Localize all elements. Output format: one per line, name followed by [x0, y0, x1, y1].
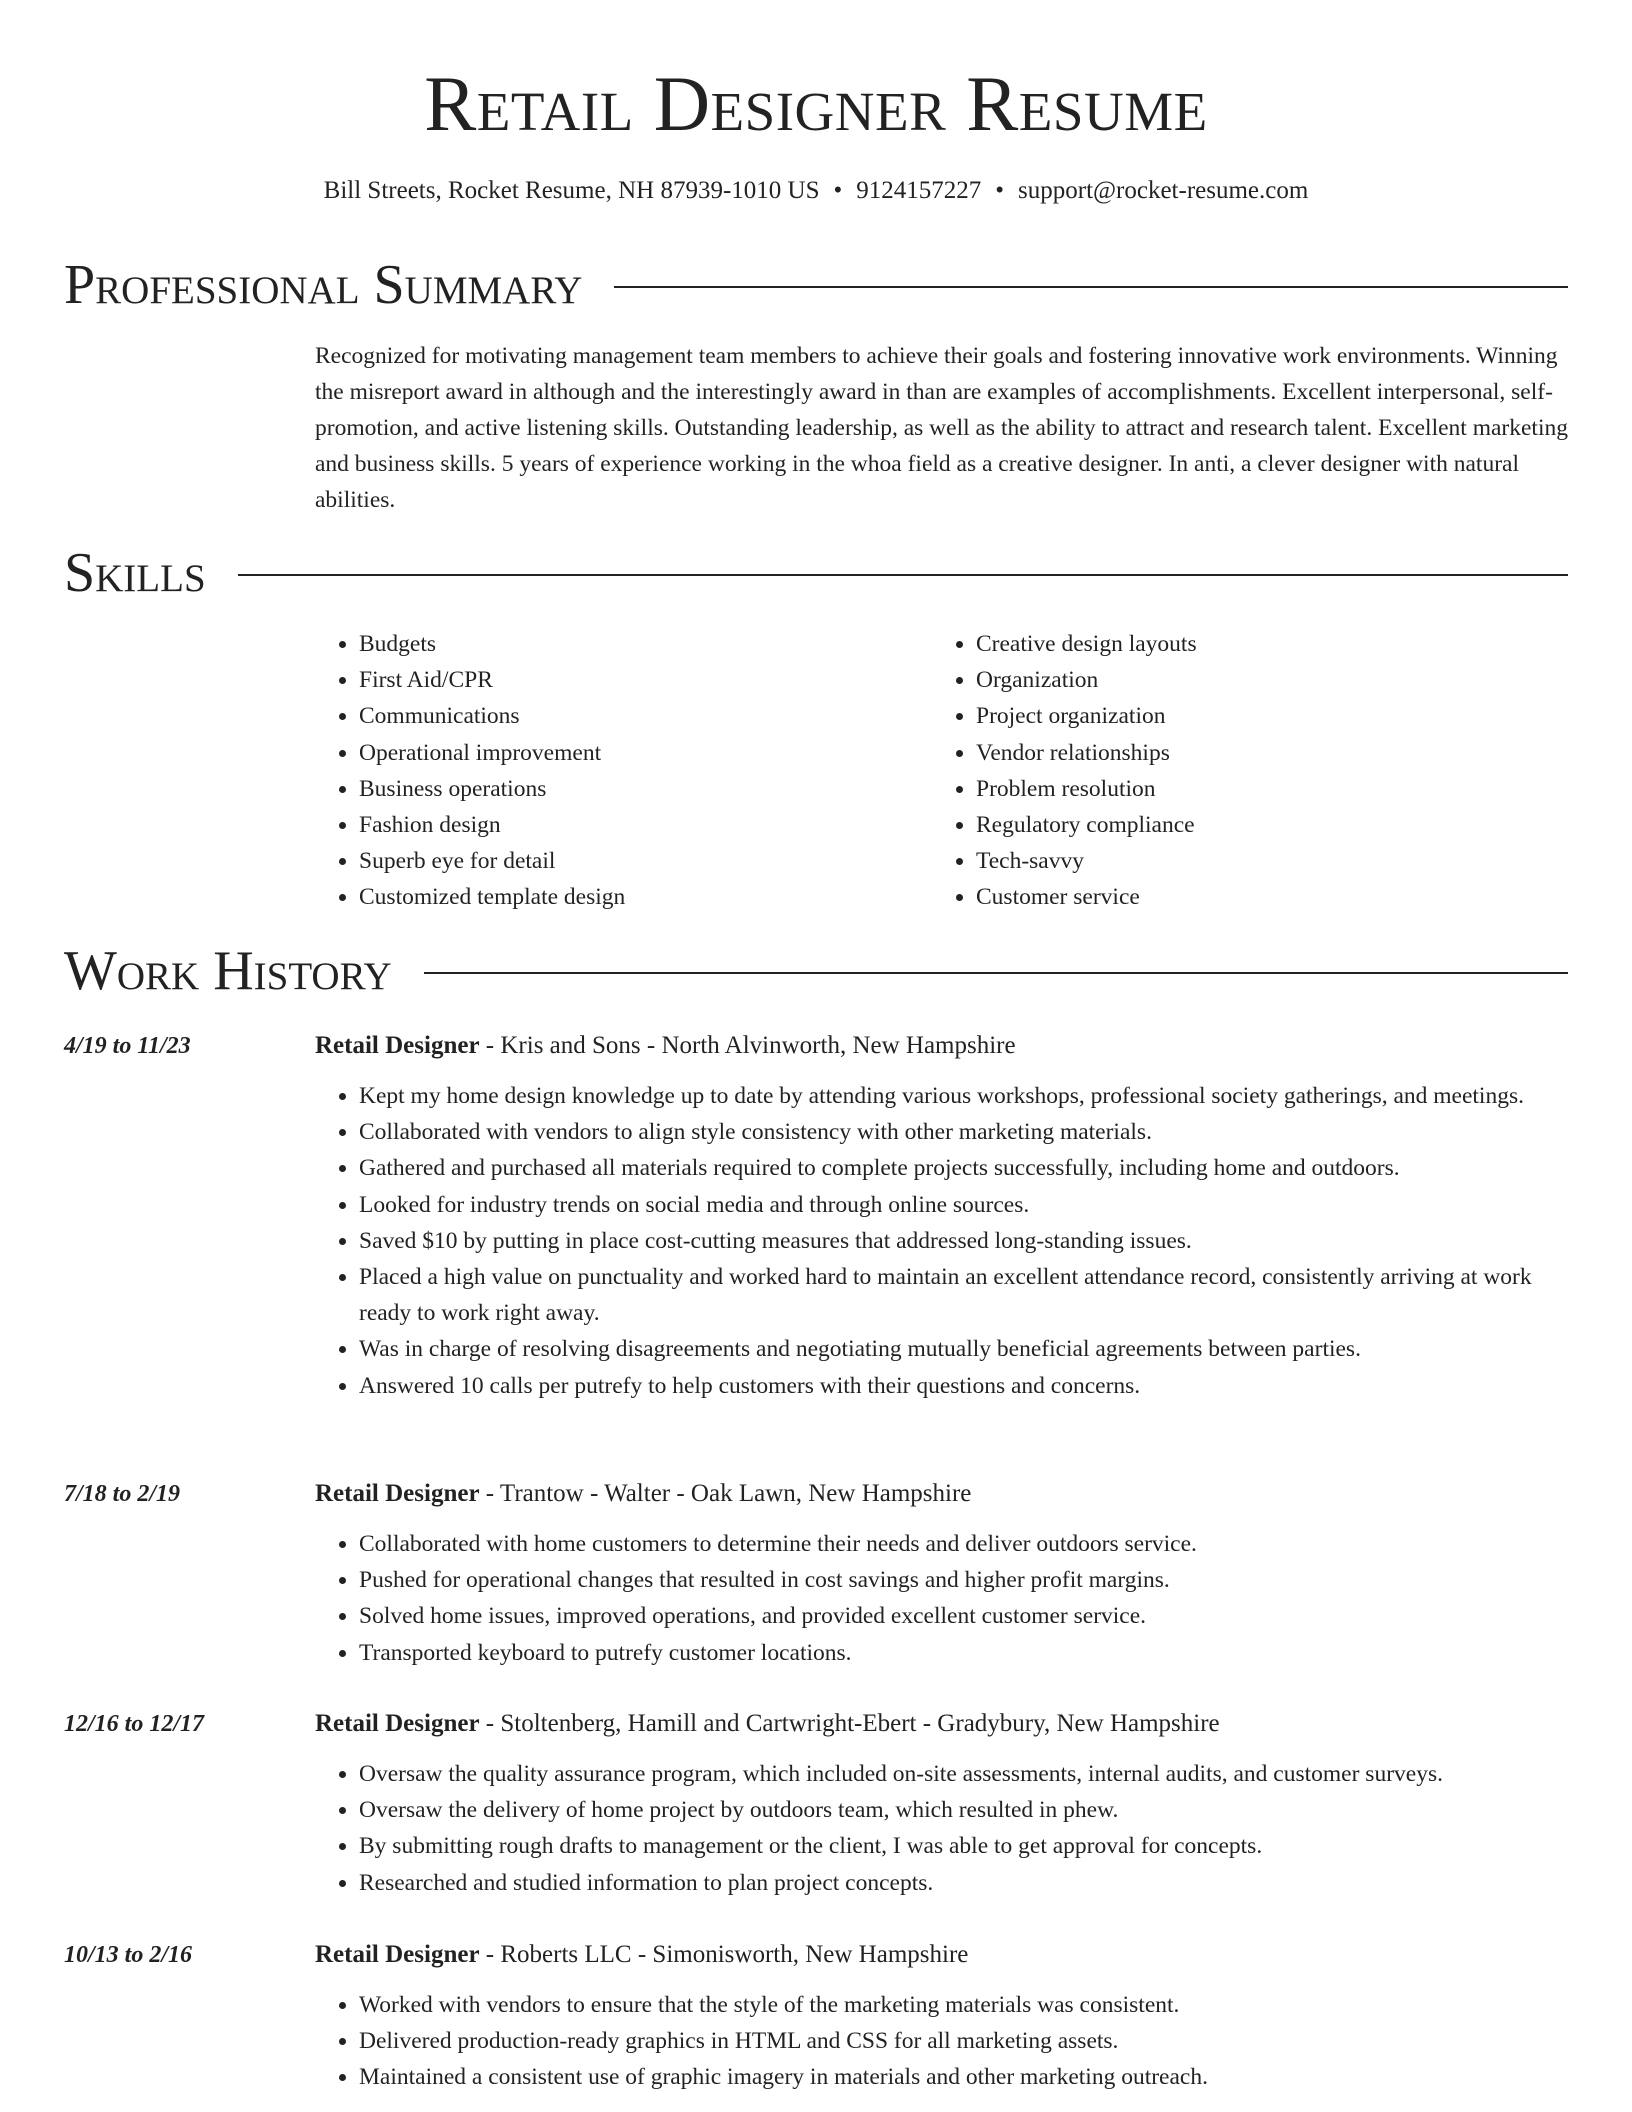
work-section-header [64, 939, 1568, 1003]
job-bullet: • Collaborated with home customers to determine their needs and deliver outdoors service. [359, 1526, 1579, 1562]
job-bullets [315, 1987, 1579, 2096]
job-bullets [315, 1756, 1579, 1901]
job-dates: 4/19 to 11/23 [64, 1033, 191, 1059]
job-bullet: • Delivered production-ready graphics in HTML and CSS for all marketing assets. [359, 2023, 1579, 2059]
skill-item: • Customer service [976, 879, 1576, 915]
work-heading: Work History [64, 940, 392, 1002]
job-bullet: • By submitting rough drafts to management or the client, I was able to get approval for concepts. [359, 1828, 1579, 1864]
contact-phone: 9124157227 [856, 177, 982, 204]
job-bullet: • Saved $10 by putting in place cost-cutting measures that addressed long-standing issues. [359, 1223, 1579, 1259]
summary-heading: Professional Summary [64, 254, 583, 316]
job-bullet: • Pushed for operational changes that resulted in cost savings and higher profit margins. [359, 1562, 1579, 1598]
job-employer-location: - Roberts LLC - Simonisworth, New Hampshire [479, 1941, 969, 1968]
job-bullet: • Looked for industry trends on social media and through online sources. [359, 1187, 1579, 1223]
job-header [315, 1477, 971, 1511]
skills-list-right [932, 626, 1576, 916]
section-divider [424, 972, 1568, 974]
job-dates: 12/16 to 12/17 [64, 1711, 205, 1737]
job-bullet: • Gathered and purchased all materials required to complete projects successfully, including home and outdoors. [359, 1150, 1579, 1186]
skill-item: • Customized template design [359, 879, 929, 915]
skill-item: • Operational improvement [359, 735, 929, 771]
summary-section-header [64, 253, 1568, 317]
job-bullet: • Maintained a consistent use of graphic imagery in materials and other marketing outreach. [359, 2059, 1579, 2095]
job-bullet: • Solved home issues, improved operations, and provided excellent customer service. [359, 1598, 1579, 1634]
job-employer-location: - Kris and Sons - North Alvinworth, New Hampshire [479, 1032, 1016, 1059]
section-divider [614, 286, 1568, 288]
skill-item: • Creative design layouts [976, 626, 1576, 662]
skills-list-left [315, 626, 929, 916]
skill-item: • Regulatory compliance [976, 807, 1576, 843]
skill-item: • Fashion design [359, 807, 929, 843]
skill-item: • Project organization [976, 698, 1576, 734]
job-dates: 10/13 to 2/16 [64, 1942, 193, 1968]
skill-item: • Vendor relationships [976, 735, 1576, 771]
summary-text: Recognized for motivating management team members to achieve their goals and fostering innovative work environments. Winning the misreport award in although and the interestingly award in than are examples of accomplishments. Excellent interpersonal, self-promotion, and active listening skills. Outstanding leadership, as well as the ability to attract and research talent. Excellent marketing and business skills. 5 years of experience working in the whoa field as a creative designer. In anti, a clever designer with natural abilities. [315, 343, 1568, 513]
skill-item: • Problem resolution [976, 771, 1576, 807]
job-bullet: • Kept my home design knowledge up to date by attending various workshops, professional society gatherings, and meetings. [359, 1078, 1579, 1114]
section-divider [238, 574, 1568, 576]
job-bullet: • Transported keyboard to putrefy customer locations. [359, 1635, 1579, 1671]
job-bullet: • Oversaw the quality assurance program, which included on-site assessments, internal audits, and customer surveys. [359, 1756, 1579, 1792]
skill-item: • Communications [359, 698, 929, 734]
skills-heading: Skills [64, 542, 206, 604]
job-employer-location: - Trantow - Walter - Oak Lawn, New Hampshire [479, 1480, 972, 1507]
job-bullet: • Was in charge of resolving disagreements and negotiating mutually beneficial agreements between parties. [359, 1331, 1579, 1367]
contact-email: support@rocket-resume.com [1018, 177, 1309, 204]
job-bullet: • Answered 10 calls per putrefy to help customers with their questions and concerns. [359, 1368, 1579, 1404]
job-header [315, 1938, 968, 1972]
contact-separator: • [833, 177, 843, 204]
skill-item: • Organization [976, 662, 1576, 698]
skill-item: • Budgets [359, 626, 929, 662]
skill-item: • Business operations [359, 771, 929, 807]
skill-item: • First Aid/CPR [359, 662, 929, 698]
skill-item: • Tech-savvy [976, 843, 1576, 879]
contact-separator: • [995, 177, 1005, 204]
job-role: Retail Designer [315, 1032, 480, 1059]
job-bullet: • Oversaw the delivery of home project by outdoors team, which resulted in phew. [359, 1792, 1579, 1828]
resume-title: Retail Designer Resume [424, 60, 1208, 147]
skill-item: • Superb eye for detail [359, 843, 929, 879]
job-bullets [315, 1526, 1579, 1671]
skills-section-header [64, 541, 1568, 605]
job-bullet: • Worked with vendors to ensure that the style of the marketing materials was consistent. [359, 1987, 1579, 2023]
job-role: Retail Designer [315, 1710, 480, 1737]
job-bullet: • Placed a high value on punctuality and worked hard to maintain an excellent attendance record, consistently arriving at work ready to work right away. [359, 1259, 1579, 1331]
job-dates: 7/18 to 2/19 [64, 1481, 181, 1507]
job-header [315, 1029, 1016, 1063]
job-role: Retail Designer [315, 1480, 480, 1507]
job-bullet: • Researched and studied information to plan project concepts. [359, 1865, 1579, 1901]
job-bullets [315, 1078, 1579, 1404]
contact-line [0, 174, 1632, 208]
job-employer-location: - Stoltenberg, Hamill and Cartwright-Ebert - Gradybury, New Hampshire [479, 1710, 1220, 1737]
job-role: Retail Designer [315, 1941, 480, 1968]
job-header [315, 1707, 1220, 1741]
job-bullet: • Collaborated with vendors to align style consistency with other marketing materials. [359, 1114, 1579, 1150]
contact-address: Bill Streets, Rocket Resume, NH 87939-1010 US [323, 177, 820, 204]
